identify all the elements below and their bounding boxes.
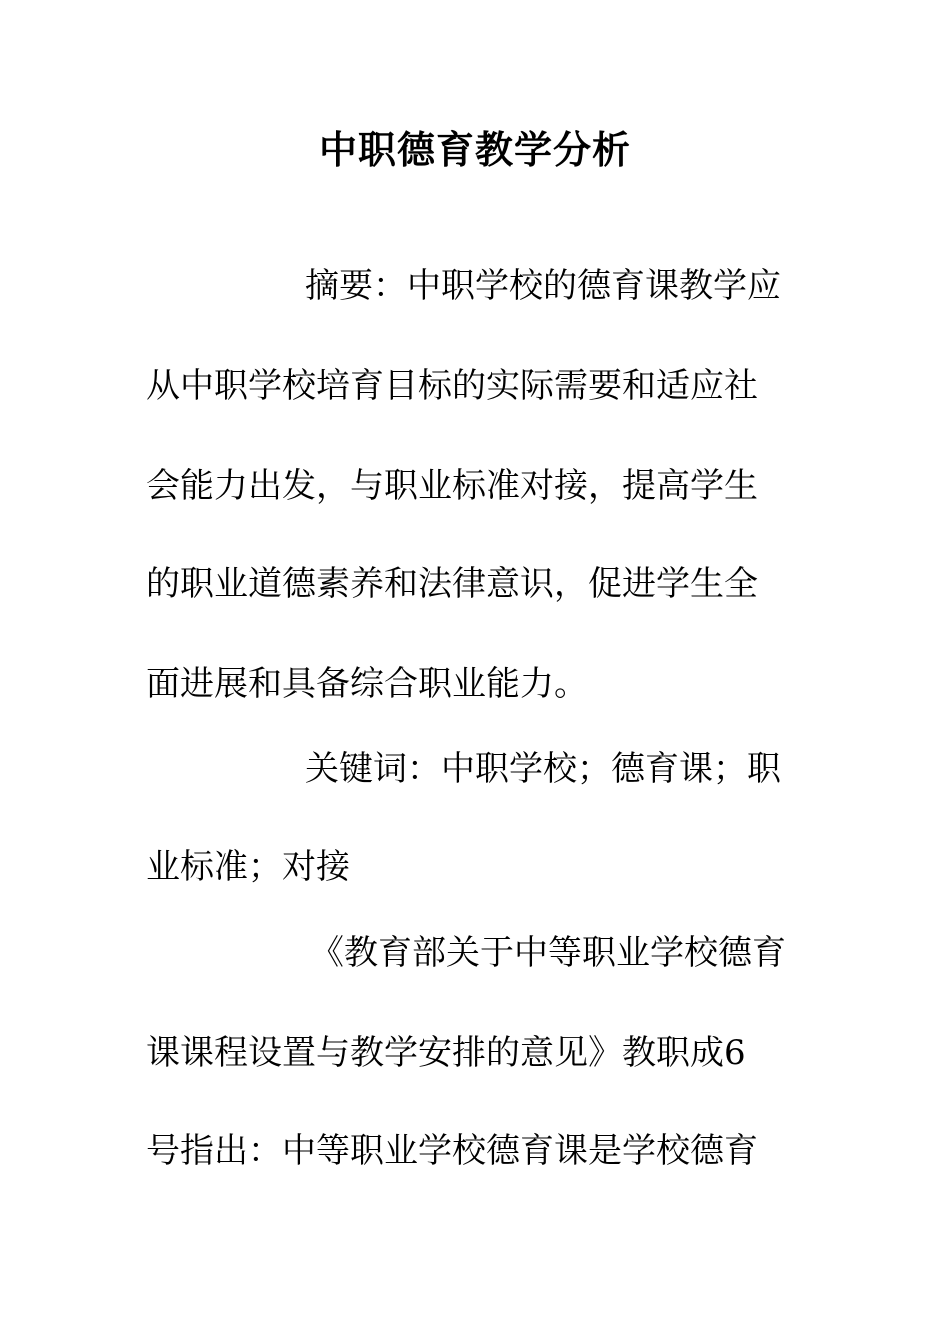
abstract-line-3: 会能力出发，与职业标准对接，提高学生 [146, 466, 758, 506]
body-line-1: 《教育部关于中等职业学校德育 [310, 933, 786, 973]
body-line-3: 号指出：中等职业学校德育课是学校德育 [146, 1131, 758, 1171]
abstract-line-5: 面进展和具备综合职业能力。 [146, 664, 588, 704]
body-line-2: 课课程设置与教学安排的意见》教职成6 [146, 1033, 746, 1073]
document-title: 中职德育教学分析 [318, 128, 631, 172]
keywords-line-1: 关键词：中职学校；德育课；职 [305, 749, 781, 789]
abstract-line-4: 的职业道德素养和法律意识，促进学生全 [146, 564, 758, 604]
abstract-line-1: 摘要：中职学校的德育课教学应 [305, 266, 781, 306]
keywords-line-2: 业标准；对接 [146, 847, 350, 887]
abstract-line-2: 从中职学校培育目标的实际需要和适应社 [146, 366, 758, 406]
